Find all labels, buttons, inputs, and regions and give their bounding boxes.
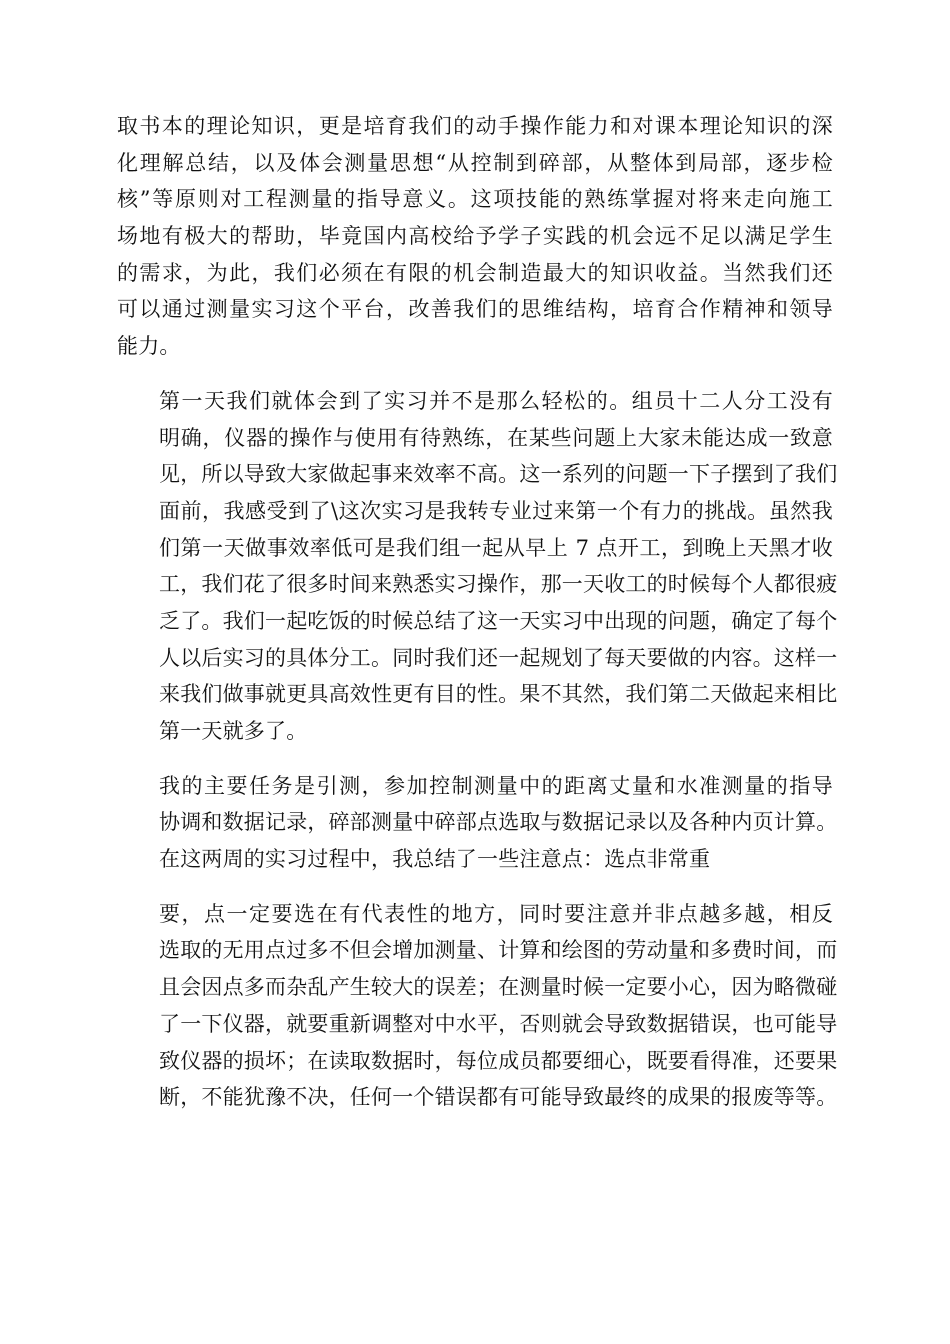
text-line: 断，不能犹豫不决，任何一个错误都有可能导致最终的成果的报废等等。 <box>159 1085 838 1110</box>
text-line: 来我们做事就更具高效性更有目的性。果不其然，我们第二天做起来相比 <box>159 682 838 707</box>
paragraph-1 <box>117 108 833 365</box>
text-line: 协调和数据记录，碎部测量中碎部点选取与数据记录以及各种内页计算。 <box>159 810 838 835</box>
text-line: 乏了。我们一起吃饭的时候总结了这一天实习中出现的问题，确定了每个 <box>159 608 838 633</box>
text-line: 面前，我感受到了\这次实习是我转专业过来第一个有力的挑战。虽然我 <box>159 498 833 523</box>
paragraph-2 <box>117 383 838 750</box>
text-line: 且会因点多而杂乱产生较大的误差；在测量时候一定要小心，因为略微碰 <box>159 975 838 1000</box>
text-line: 工，我们花了很多时间来熟悉实习操作，那一天收工的时候每个人都很疲 <box>159 572 838 597</box>
text-line: 致仪器的损坏；在读取数据时，每位成员都要细心，既要看得准，还要果 <box>159 1048 838 1073</box>
text-line: 能力。 <box>117 334 181 359</box>
text-line: 明确，仪器的操作与使用有待熟练，在某些问题上大家未能达成一致意 <box>159 425 833 450</box>
text-line: 们第一天做事效率低可是我们组一起从早上 7 点开工，到晚上天黑才收 <box>159 535 833 560</box>
paragraph-3 <box>117 768 838 878</box>
document-body <box>117 108 838 1134</box>
text-line: 了一下仪器，就要重新调整对中水平，否则就会导致数据错误，也可能导 <box>159 1011 838 1036</box>
paragraph-4 <box>117 896 838 1116</box>
text-line: 选取的无用点过多不但会增加测量、计算和绘图的劳动量和多费时间，而 <box>159 938 838 963</box>
text-line: 核”等原则对工程测量的指导意义。这项技能的熟练掌握对将来走向施工 <box>117 187 833 212</box>
text-line: 在这两周的实习过程中，我总结了一些注意点：选点非常重 <box>159 847 711 872</box>
text-line: 见，所以导致大家做起事来效率不高。这一系列的问题一下子摆到了我们 <box>159 462 838 487</box>
text-line: 人以后实习的具体分工。同时我们还一起规划了每天要做的内容。这样一 <box>159 645 838 670</box>
text-line: 要，点一定要选在有代表性的地方，同时要注意并非点越多越，相反 <box>159 901 833 926</box>
text-line: 场地有极大的帮助，毕竟国内高校给予学子实践的机会远不足以满足学生 <box>117 224 833 249</box>
text-line: 的需求，为此，我们必须在有限的机会制造最大的知识收益。当然我们还 <box>117 260 833 285</box>
text-line: 第一天我们就体会到了实习并不是那么轻松的。组员十二人分工没有 <box>159 388 833 413</box>
text-line: 我的主要任务是引测，参加控制测量中的距离丈量和水准测量的指导 <box>159 773 833 798</box>
text-line: 化理解总结，以及体会测量思想“从控制到碎部，从整体到局部，逐步检 <box>117 150 833 175</box>
text-line: 可以通过测量实习这个平台，改善我们的思维结构，培育合作精神和领导 <box>117 297 833 322</box>
text-line: 取书本的理论知识，更是培育我们的动手操作能力和对课本理论知识的深 <box>117 114 833 138</box>
text-line: 第一天就多了。 <box>159 719 308 743</box>
